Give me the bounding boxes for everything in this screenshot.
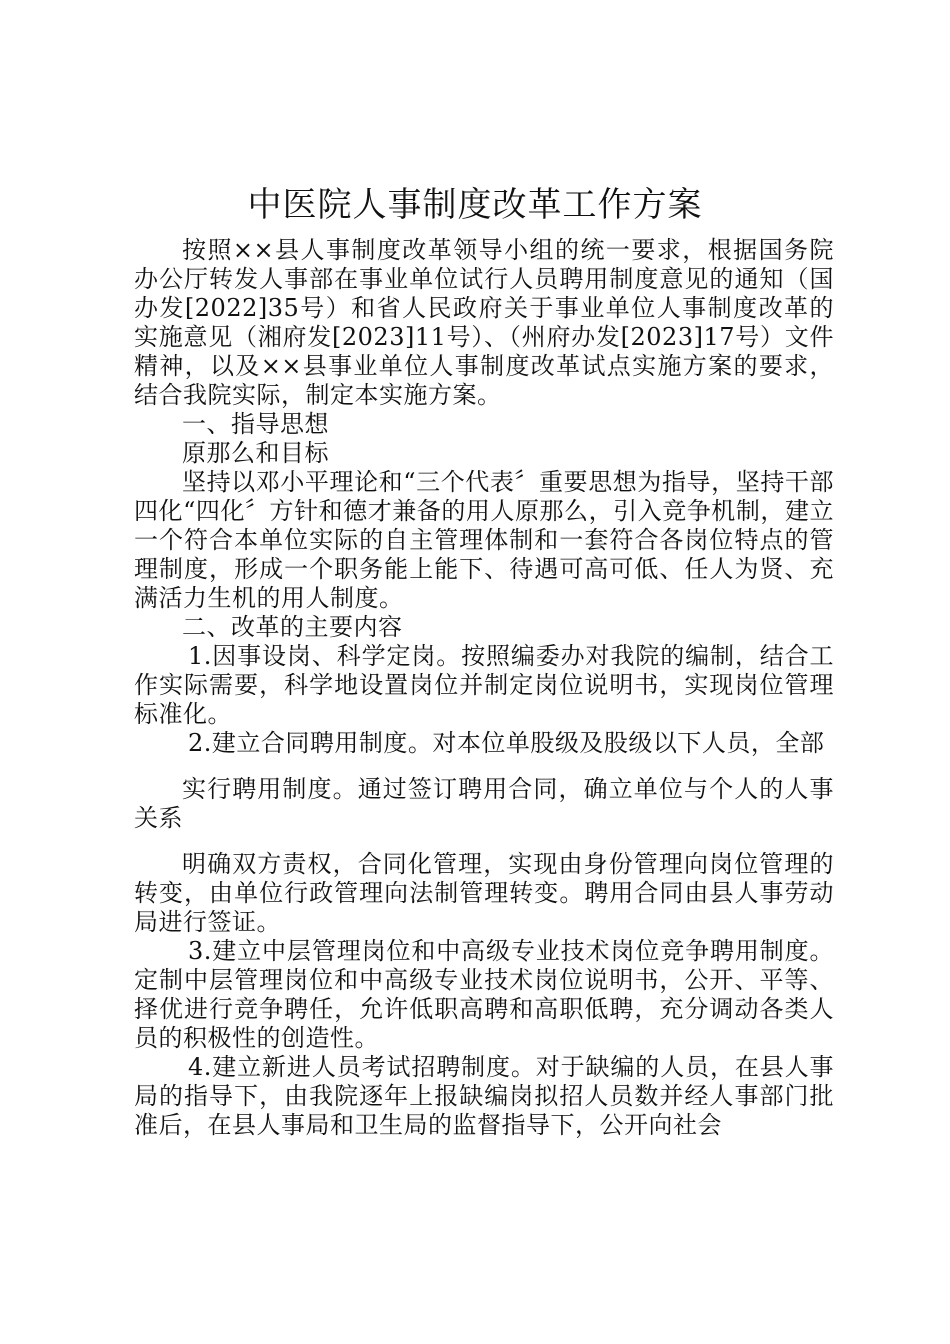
list-item-1: 1.因事设岗、科学定岗。按照编委办对我院的编制，结合工作实际需要，科学地设置岗位并制定岗位说明书，实现岗位管理标准化。 (134, 642, 834, 728)
section-heading-guiding-thought: 一、指导思想 (182, 410, 329, 438)
guiding-paragraph: 坚持以邓小平理论和“三个代表〞重要思想为指导，坚持干部四化“四化〞方针和德才兼备的用人原那么，引入竞争机制，建立一个符合本单位实际的自主管理体制和一套符合各岗位特点的管理制度，形成一个职务能上能下、待遇可高可低、任人为贤、充满活力生机的用人制度。 (134, 468, 834, 612)
list-item-4: 4.建立新进人员考试招聘制度。对于缺编的人员，在县人事局的指导下，由我院逐年上报缺编岗拟招人员数并经人事部门批准后，在县人事局和卫生局的监督指导下，公开向社会 (134, 1053, 834, 1139)
intro-paragraph: 按照××县人事制度改革领导小组的统一要求，根据国务院办公厅转发人事部在事业单位试行人员聘用制度意见的通知（国办发[2022]35号）和省人民政府关于事业单位人事制度改革的实施意见（湘府发[2023]11号）、（州府办发[2023]17号）文件精神，以及××县事业单位人事制度改革试点实施方案的要求，结合我院实际，制定本实施方案。 (134, 236, 834, 409)
document-body (134, 236, 834, 1140)
list-item-2-continuation-b: 明确双方责权，合同化管理，实现由身份管理向岗位管理的转变，由单位行政管理向法制管理转变。聘用合同由县人事劳动局进行签证。 (134, 850, 834, 936)
section-heading-main-content: 二、改革的主要内容 (182, 613, 403, 641)
list-item-3: 3.建立中层管理岗位和中高级专业技术岗位竞争聘用制度。定制中层管理岗位和中高级专业技术岗位说明书，公开、平等、择优进行竞争聘任，允许低职高聘和高职低聘，充分调动各类人员的积极性的创造性。 (134, 937, 834, 1052)
document-title: 中医院人事制度改革工作方案 (247, 185, 703, 225)
subheading-principles-goals: 原那么和目标 (182, 439, 329, 467)
list-item-2: 2.建立合同聘用制度。对本位单股级及股级以下人员，全部 (188, 729, 825, 757)
list-item-2-continuation-a: 实行聘用制度。通过签订聘用合同，确立单位与个人的人事关系 (134, 775, 834, 832)
